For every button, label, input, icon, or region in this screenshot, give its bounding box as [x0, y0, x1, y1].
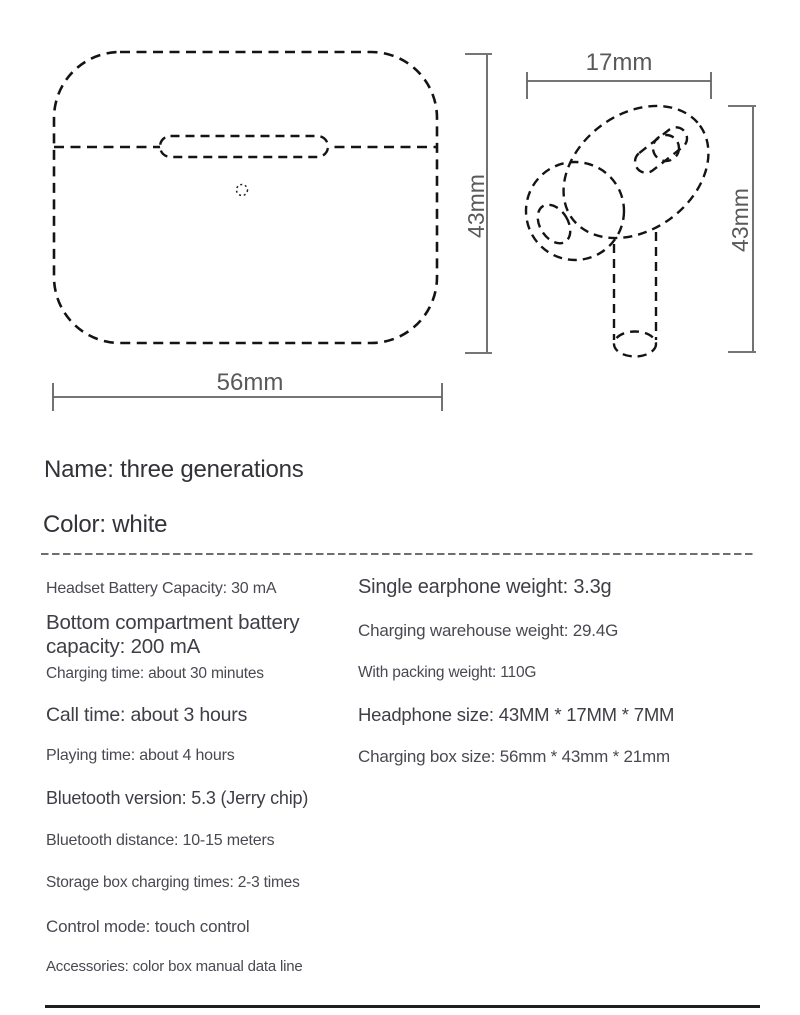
product-name: Name: three generations: [44, 456, 304, 483]
spec-headphone-size: Headphone size: 43MM * 17MM * 7MM: [358, 704, 675, 725]
earbud-body: [538, 79, 734, 266]
case-width-dimension: [53, 369, 442, 411]
earbud-tip: [526, 162, 624, 260]
spec-call-time: Call time: about 3 hours: [46, 704, 248, 726]
earbud-vent-slot: [631, 123, 692, 177]
dimension-label: 43mm: [727, 188, 753, 252]
spec-control-mode: Control mode: touch control: [46, 917, 250, 936]
earbud-width-dimension: [527, 49, 711, 99]
earbud-height-dimension: [727, 106, 756, 352]
spec-case-battery-capacity: Bottom compartment battery capacity: 200 mA: [46, 611, 300, 658]
earbud-tip-opening: [531, 199, 577, 249]
dimension-label: 43mm: [463, 174, 489, 238]
spec-single-earphone-weight: Single earphone weight: 3.3g: [358, 576, 612, 598]
earbud-diagram: [526, 79, 734, 357]
spec-charging-case-weight: Charging warehouse weight: 29.4G: [358, 621, 619, 640]
spec-bluetooth-distance: Bluetooth distance: 10-15 meters: [46, 832, 275, 849]
spec-bluetooth-version: Bluetooth version: 5.3 (Jerry chip): [46, 788, 309, 808]
spec-box-charging-times: Storage box charging times: 2-3 times: [46, 874, 300, 891]
earbud-stem-bottom: [614, 332, 656, 357]
dimension-label: 56mm: [216, 369, 284, 396]
spec-charging-box-size: Charging box size: 56mm * 43mm * 21mm: [358, 747, 670, 766]
case-height-dimension: [463, 54, 492, 353]
case-outline: [54, 52, 437, 343]
dashed-divider: [41, 553, 753, 555]
dimension-drawings: [0, 0, 800, 430]
spec-headset-battery-capacity: Headset Battery Capacity: 30 mA: [46, 580, 277, 597]
spec-accessories: Accessories: color box manual data line: [46, 958, 303, 975]
product-color: Color: white: [43, 511, 168, 538]
case-hinge-slot: [160, 136, 328, 157]
dimension-label: 17mm: [585, 49, 653, 76]
spec-packing-weight: With packing weight: 110G: [358, 664, 537, 681]
spec-charging-time: Charging time: about 30 minutes: [46, 665, 264, 682]
charging-case-diagram: [54, 52, 437, 343]
case-led-dot: [237, 185, 248, 196]
spec-playing-time: Playing time: about 4 hours: [46, 747, 235, 764]
bottom-rule: [45, 1005, 760, 1008]
